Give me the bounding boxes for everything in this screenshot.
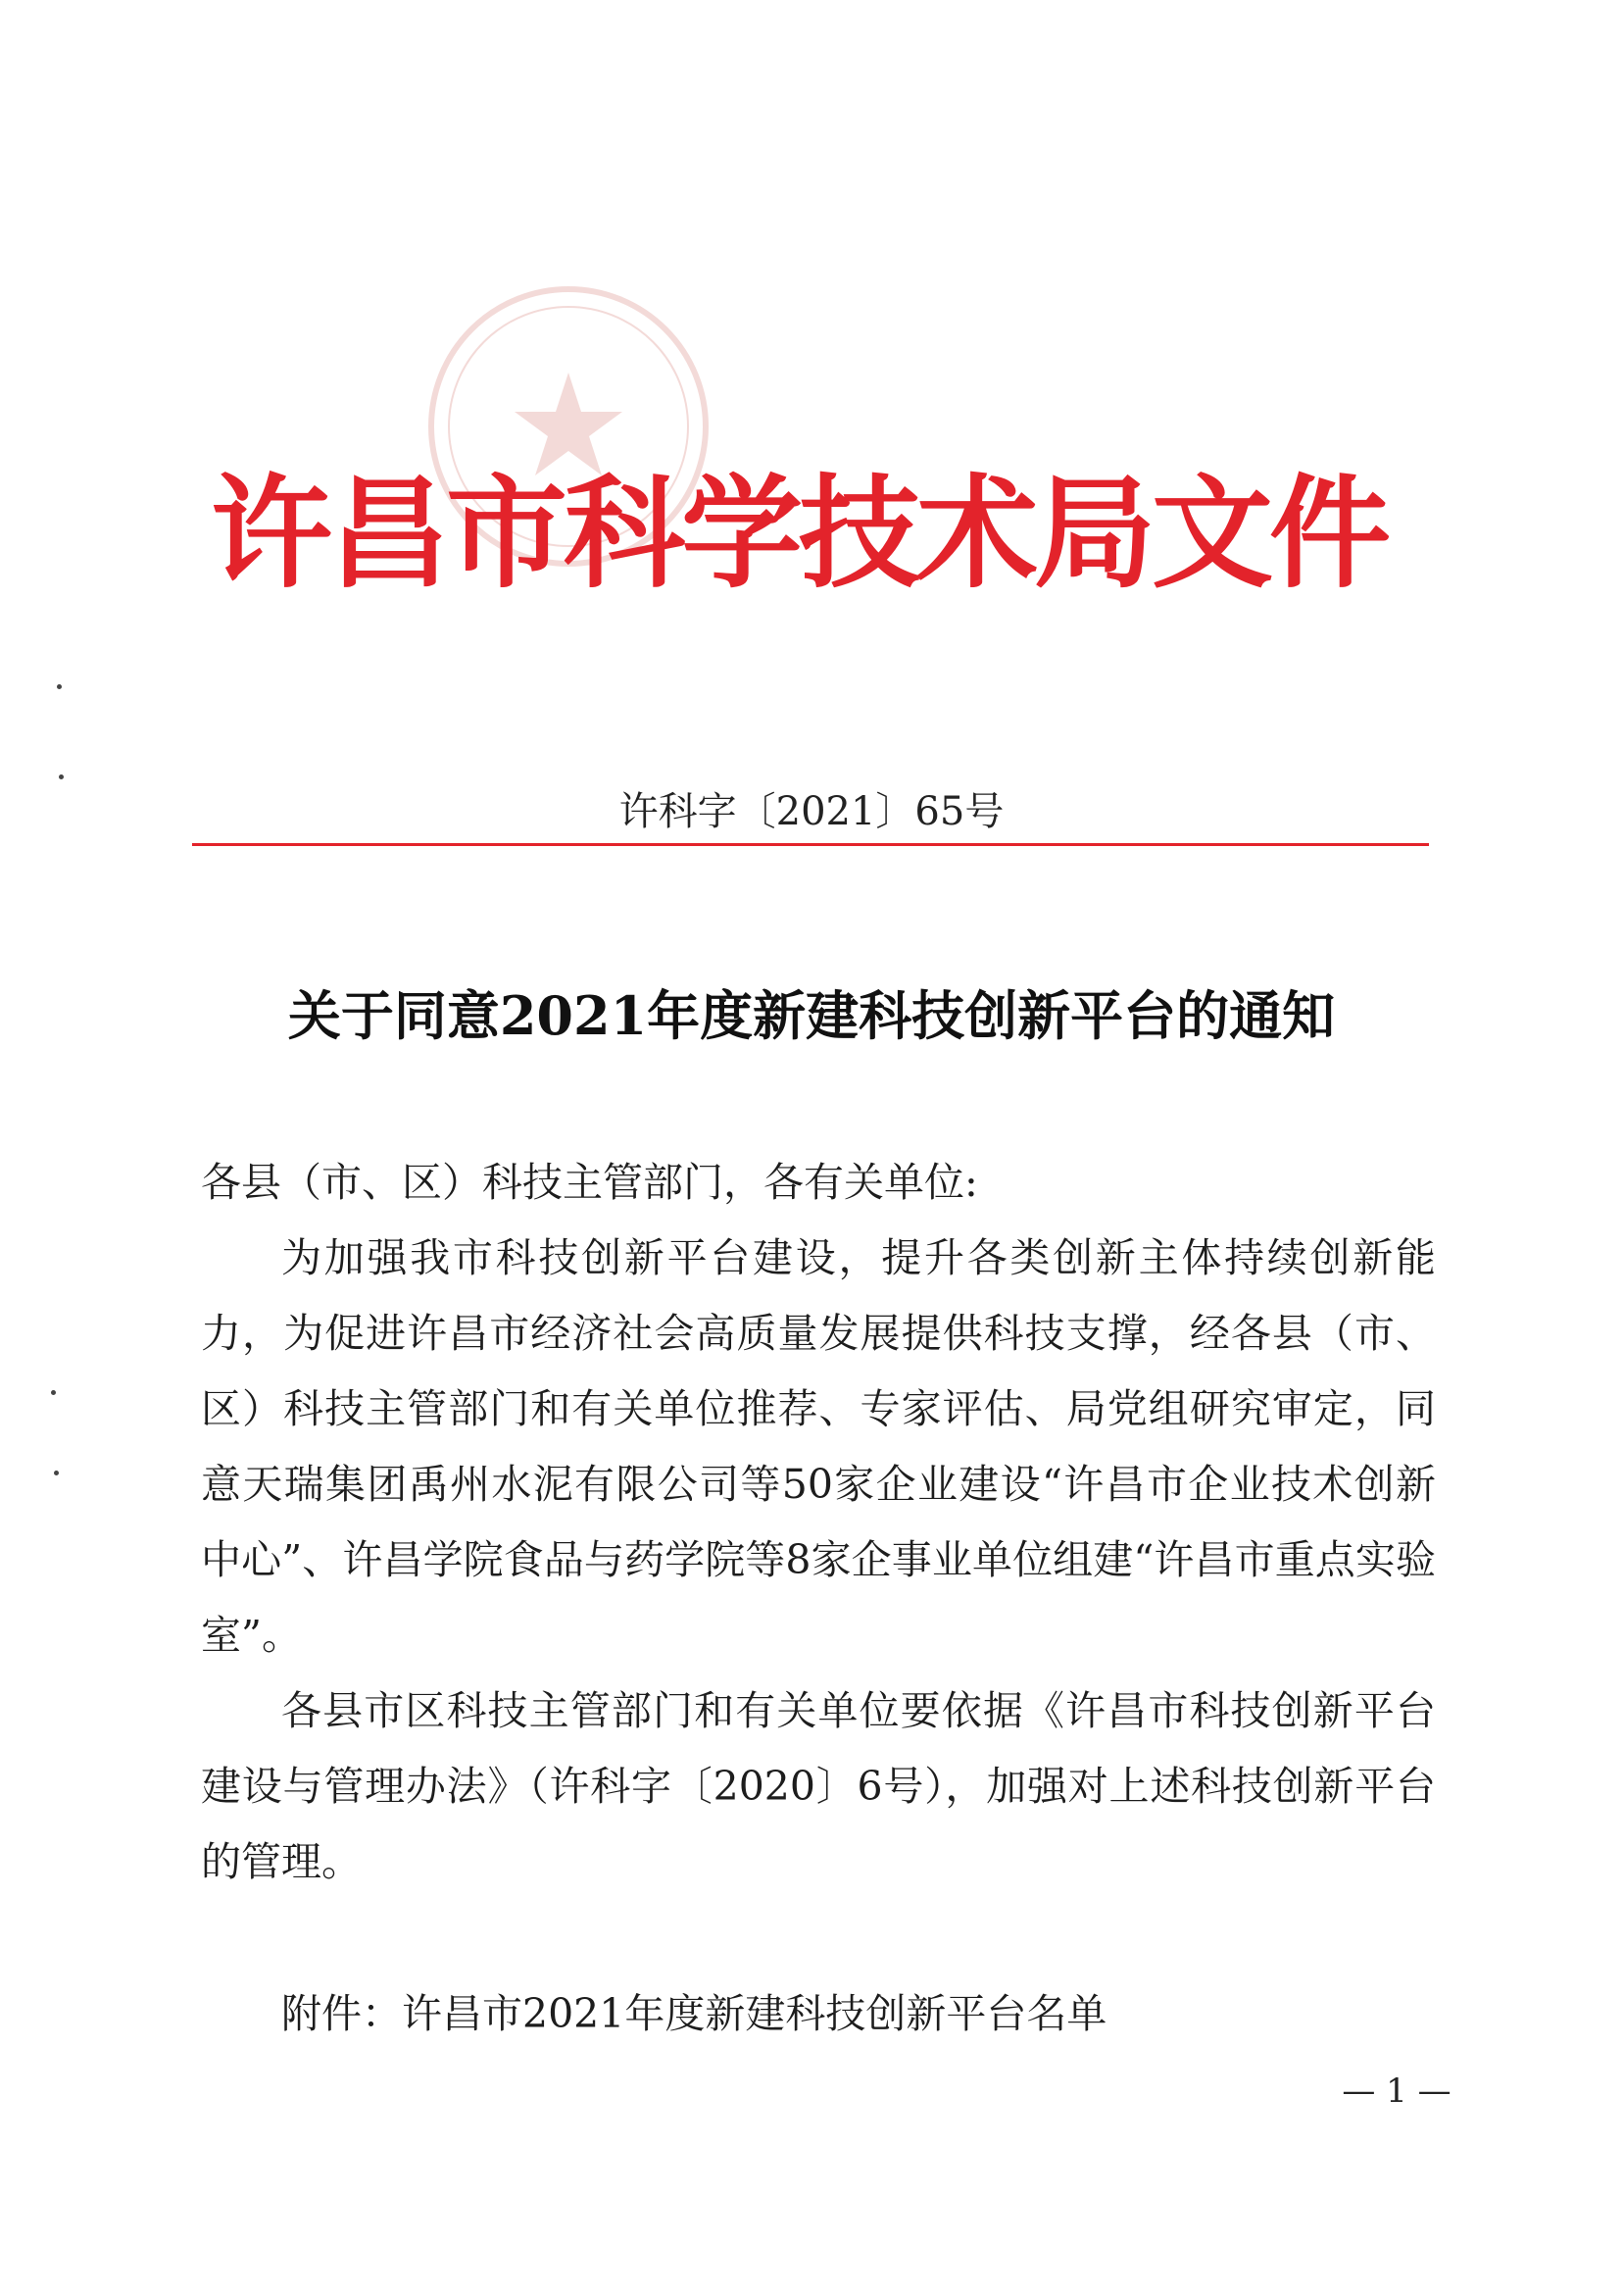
binding-mark — [54, 1471, 59, 1475]
body-paragraph-2: 各县市区科技主管部门和有关单位要依据《许昌市科技创新平台建设与管理办法》（许科字〔2020〕6号），加强对上述科技创新平台的管理。 — [201, 1687, 1436, 1885]
notice-body — [201, 1145, 1436, 1900]
binding-mark — [51, 1390, 56, 1395]
agency-header-title: 许昌市科学技术局文件 — [211, 464, 1388, 605]
page-number: — 1 — — [1342, 2071, 1451, 2111]
document-number: 许科字〔2021〕65号 — [618, 789, 1005, 834]
binding-mark — [57, 684, 62, 689]
body-paragraph-1: 为加强我市科技创新平台建设，提升各类创新主体持续创新能力，为促进许昌市经济社会高质量发展提供科技支撑，经各县（市、区）科技主管部门和有关单位推荐、专家评估、局党组研究审定，同意天瑞集团禹州水泥有限公司等50家企业建设“许昌市企业技术创新中心”、许昌学院食品与药学院等8家企事业单位组建“许昌市重点实验室”。 — [201, 1234, 1436, 1659]
red-divider-line — [192, 843, 1429, 846]
addressee-line: 各县（市、区）科技主管部门，各有关单位: — [201, 1159, 978, 1206]
binding-mark — [59, 774, 64, 779]
notice-title: 关于同意2021年度新建科技创新平台的通知 — [287, 984, 1336, 1047]
attachment-line: 附件：许昌市2021年度新建科技创新平台名单 — [281, 1990, 1107, 2037]
